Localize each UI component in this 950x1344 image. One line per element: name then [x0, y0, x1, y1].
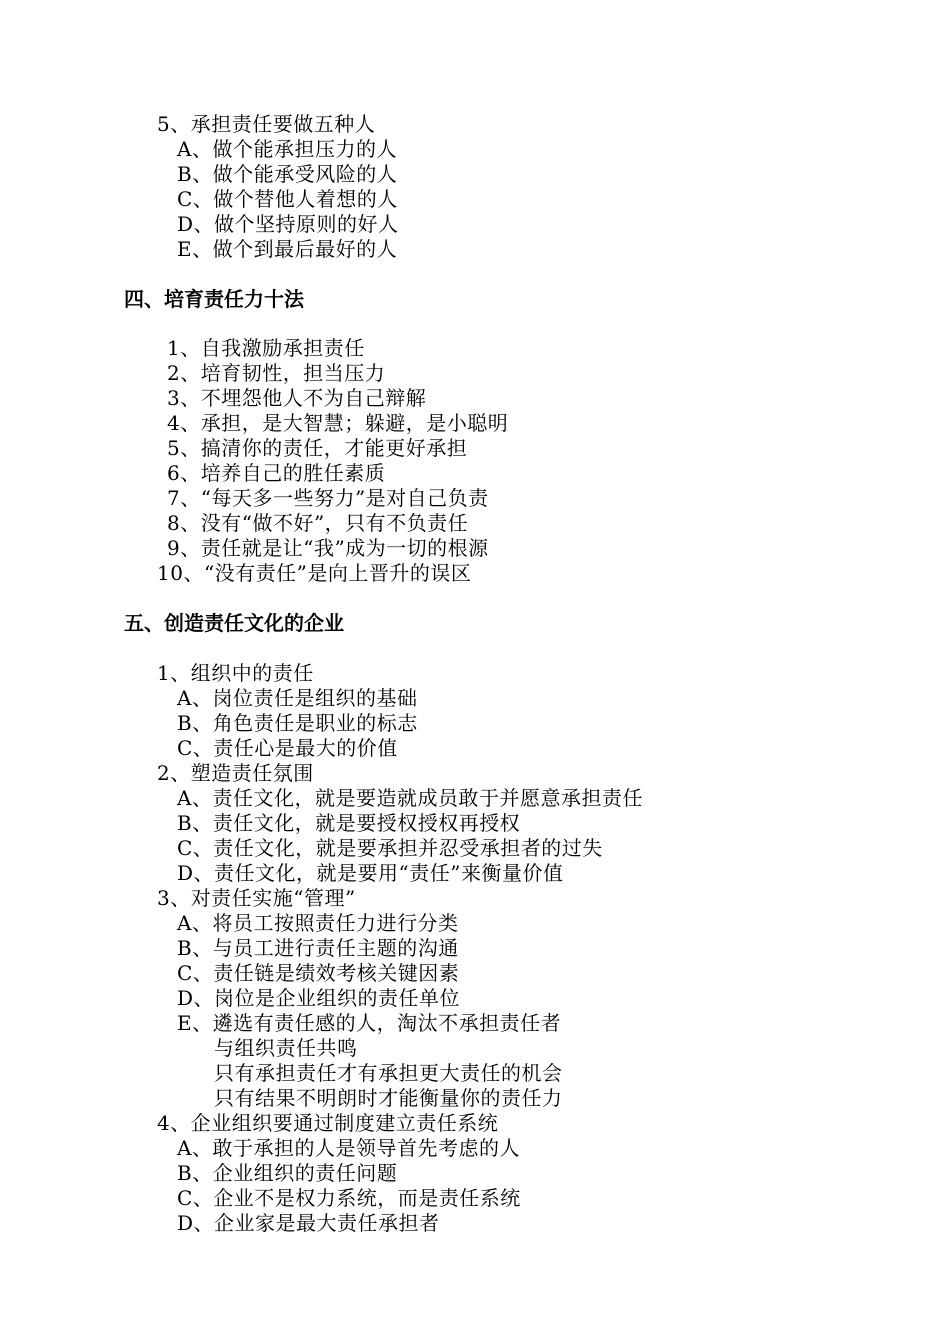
- group3-option-d: D、岗位是企业组织的责任单位: [177, 986, 461, 1010]
- group4-option-a: A、敢于承担的人是领导首先考虑的人: [177, 1136, 520, 1160]
- group3-continuation-1: 与组织责任共鸣: [214, 1036, 358, 1060]
- item5-option-d: D、做个坚持原则的好人: [177, 212, 399, 236]
- section-four-item-2: 2、培育韧性，担当压力: [167, 361, 386, 385]
- section-four-item-5: 5、搞清你的责任，才能更好承担: [167, 436, 468, 460]
- group3-title: 3、对责任实施“管理”: [157, 886, 356, 910]
- group2-option-d: D、责任文化，就是要用“责任”来衡量价值: [177, 861, 564, 885]
- group1-option-c: C、责任心是最大的价值: [177, 736, 398, 760]
- section-four-item-3: 3、不埋怨他人不为自己辩解: [167, 386, 427, 410]
- group2-option-a: A、责任文化，就是要造就成员敢于并愿意承担责任: [177, 786, 643, 810]
- group3-option-e: E、遴选有责任感的人，淘汰不承担责任者: [177, 1011, 562, 1035]
- group4-option-b: B、企业组织的责任问题: [177, 1161, 398, 1185]
- group3-continuation-3: 只有结果不明朗时才能衡量你的责任力: [214, 1086, 563, 1110]
- group2-title: 2、塑造责任氛围: [157, 761, 314, 785]
- group4-option-c: C、企业不是权力系统，而是责任系统: [177, 1186, 521, 1210]
- item5-option-c: C、做个替他人着想的人: [177, 187, 398, 211]
- group2-option-c: C、责任文化，就是要承担并忍受承担者的过失: [177, 836, 603, 860]
- section-four-heading: 四、培育责任力十法: [124, 287, 304, 311]
- group3-option-a: A、将员工按照责任力进行分类: [177, 911, 459, 935]
- section-four-item-10: 10、“没有责任”是向上晋升的误区: [157, 561, 472, 585]
- section-four-item-9: 9、责任就是让“我”成为一切的根源: [167, 536, 489, 560]
- group1-option-a: A、岗位责任是组织的基础: [177, 686, 418, 710]
- group3-continuation-2: 只有承担责任才有承担更大责任的机会: [214, 1061, 563, 1085]
- group1-title: 1、组织中的责任: [157, 661, 314, 685]
- item5-title: 5、承担责任要做五种人: [157, 112, 376, 136]
- group4-title: 4、企业组织要通过制度建立责任系统: [157, 1111, 499, 1135]
- section-four-item-6: 6、培养自己的胜任素质: [167, 461, 386, 485]
- section-four-item-4: 4、承担，是大智慧；躲避，是小聪明: [167, 411, 509, 435]
- item5-option-a: A、做个能承担压力的人: [177, 137, 397, 161]
- item5-option-b: B、做个能承受风险的人: [177, 162, 398, 186]
- group3-option-c: C、责任链是绩效考核关键因素: [177, 961, 460, 985]
- section-four-item-7: 7、“每天多一些努力”是对自己负责: [167, 486, 489, 510]
- section-four-item-8: 8、没有“做不好”，只有不负责任: [167, 511, 469, 535]
- section-five-heading: 五、创造责任文化的企业: [124, 611, 344, 635]
- group4-option-d: D、企业家是最大责任承担者: [177, 1211, 440, 1235]
- item5-option-e: E、做个到最后最好的人: [177, 237, 398, 261]
- group2-option-b: B、责任文化，就是要授权授权再授权: [177, 811, 521, 835]
- group3-option-b: B、与员工进行责任主题的沟通: [177, 936, 459, 960]
- section-four-item-1: 1、自我激励承担责任: [167, 336, 365, 360]
- group1-option-b: B、角色责任是职业的标志: [177, 711, 418, 735]
